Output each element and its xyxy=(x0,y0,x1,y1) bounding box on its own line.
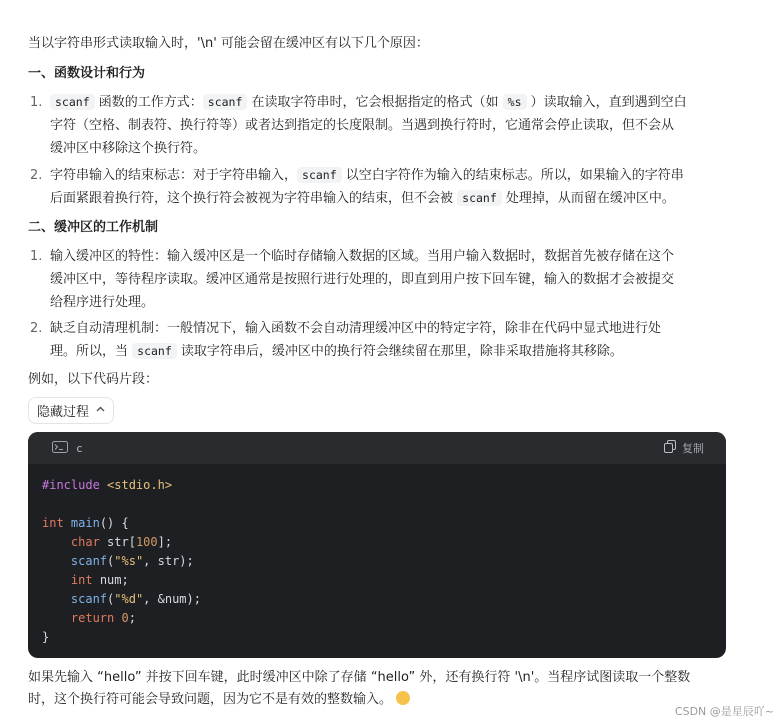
code-line: return 0; xyxy=(70,611,136,625)
watermark: CSDN @是星辰吖~ xyxy=(674,705,774,718)
inline-code: %s xyxy=(503,94,527,110)
outro-text xyxy=(28,667,690,711)
list-text: 在读取字符串时，它会根据指定的格式（如 xyxy=(247,95,503,110)
inline-code: scanf xyxy=(50,94,95,110)
list-text: 理。所以，当 xyxy=(50,344,133,359)
list-text: 后面紧跟着换行符，这个换行符会被视为字符串输入的结束，但不会被 xyxy=(50,191,458,206)
code-line: int num; xyxy=(70,573,129,587)
list-text: 输入缓冲区的特性：输入缓冲区是一个临时存储输入数据的区域。当用户输入数据时，数据首先被存储在这个 xyxy=(50,249,675,264)
list-text: 缓冲区中移除这个换行符。 xyxy=(50,141,207,156)
list-text: 以空白字符作为输入的结束标志。所以，如果输入的字符串 xyxy=(341,168,684,183)
smiling-face-emoji xyxy=(396,691,410,705)
outro-line: 时，这个换行符可能会导致问题，因为它不是有效的整数输入。 xyxy=(28,692,393,707)
code-line: #include <stdio.h> xyxy=(42,478,173,492)
code-language xyxy=(52,441,83,456)
outro-line: 如果先输入 “hello” 并按下回车键，此时缓冲区中除了存储 “hello” 外，还有换行符 '\n'。当程序试图读取一个整数 xyxy=(28,670,691,685)
example-intro: 例如，以下代码片段： xyxy=(28,372,159,387)
list-text: 给程序进行处理。 xyxy=(50,295,155,310)
list-number: 2. xyxy=(30,321,43,336)
inline-code: scanf xyxy=(203,94,248,110)
copy-code-button[interactable] xyxy=(664,440,704,456)
code-line: scanf("%d", &num); xyxy=(70,592,201,606)
list-number: 2. xyxy=(30,168,43,183)
code-line: int main() { xyxy=(42,516,129,530)
list-text: 处理掉，从而留在缓冲区中。 xyxy=(501,191,675,206)
code-line: char str[100]; xyxy=(70,535,173,549)
section1-heading: 一、函数设计和行为 xyxy=(28,66,146,81)
code-line: } xyxy=(42,630,50,644)
list-text: ）读取输入，直到遇到空白 xyxy=(526,95,687,110)
list-text: 缓冲区中，等待程序读取。缓冲区通常是按照行进行处理的，即直到用户按下回车键，输入的数据才会被提交 xyxy=(50,272,675,287)
code-block-header xyxy=(28,432,726,464)
inline-code: scanf xyxy=(132,343,177,359)
chevron-up-icon xyxy=(95,404,106,418)
code-block xyxy=(28,432,726,658)
inline-code: scanf xyxy=(297,167,342,183)
list-number: 1. xyxy=(30,249,43,264)
list-number: 1. xyxy=(30,95,43,110)
code-line: scanf("%s", str); xyxy=(70,554,194,568)
code-content xyxy=(28,464,726,647)
list-text: 字符（空格、制表符、换行符等）或者达到指定的长度限制。当遇到换行符时，它通常会停止读取，但不会从 xyxy=(50,118,675,133)
hide-process-button[interactable] xyxy=(28,397,114,424)
list-text: 函数的工作方式： xyxy=(94,95,203,110)
intro-text: 当以字符串形式读取输入时，'\n' 可能会留在缓冲区有以下几个原因： xyxy=(28,36,429,51)
list-text: 字符串输入的结束标志：对于字符串输入， xyxy=(50,168,298,183)
list-text: 读取字符串后，缓冲区中的换行符会继续留在那里，除非采取措施将其移除。 xyxy=(176,344,623,359)
list-text: 缺乏自动清理机制：一般情况下，输入函数不会自动清理缓冲区中的特定字符，除非在代码中显式地进行处 xyxy=(50,321,662,336)
section2-heading: 二、缓冲区的工作机制 xyxy=(28,220,159,235)
copy-icon xyxy=(664,440,676,456)
hide-process-label: 隐藏过程 xyxy=(37,405,90,420)
code-language-label: c xyxy=(76,441,83,455)
terminal-icon xyxy=(52,441,68,456)
copy-label: 复制 xyxy=(682,442,704,455)
inline-code: scanf xyxy=(457,190,502,206)
